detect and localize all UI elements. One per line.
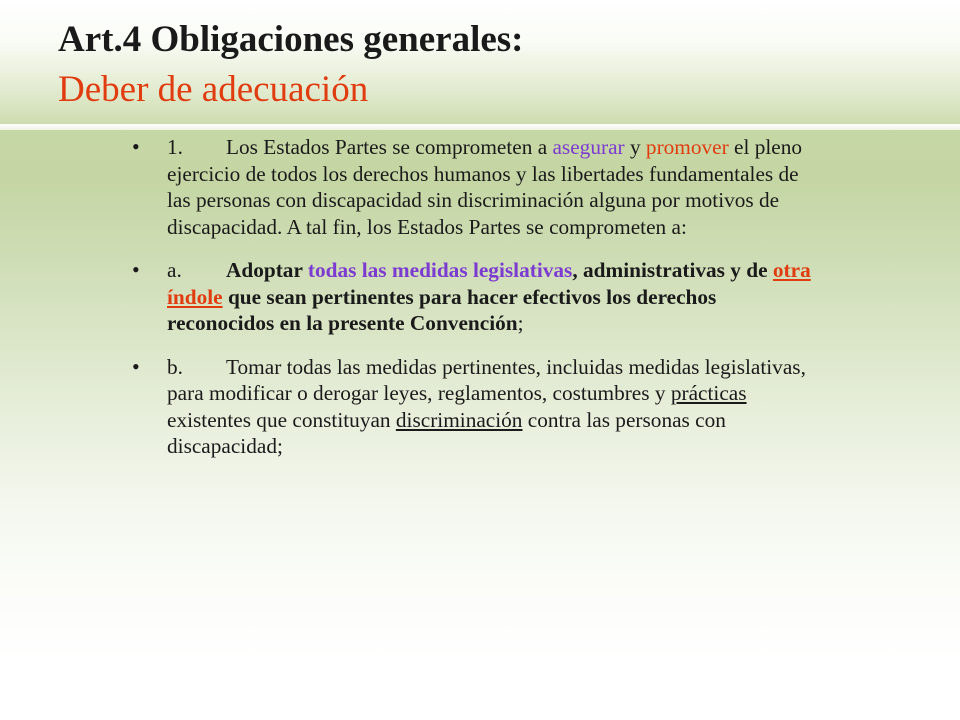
item-text: contra las personas con discapacidad; — [167, 407, 726, 458]
bullet-list — [132, 134, 822, 460]
bullet-icon: • — [132, 134, 140, 159]
slide-title: Art.4 Obligaciones generales: — [58, 19, 524, 60]
bullet-item-b — [132, 354, 822, 460]
highlight-asegurar: asegurar — [552, 135, 625, 159]
bullet-item-1 — [132, 134, 822, 240]
item-text: el pleno ejercicio de todos los derechos humanos y las libertades fundamentales de las personas con discapacidad sin discriminación alguna por motivos de discapacidad. A tal fin, los Estados Partes se comprometen a: — [167, 135, 803, 239]
slide-body — [132, 134, 822, 477]
underline-discriminacion: discriminación — [395, 407, 523, 432]
item-text: Tomar todas las medidas pertinentes, incluidas medidas legislativas, para modificar o derogar leyes, reglamentos, costumbres y — [167, 354, 806, 405]
highlight-promover: promover — [645, 135, 729, 159]
item-text: Adoptar — [226, 258, 308, 282]
slide-subtitle: Deber de adecuación — [58, 69, 369, 110]
item-text: y — [624, 135, 646, 159]
item-text: Los Estados Partes se comprometen a — [226, 135, 553, 159]
bullet-icon: • — [132, 257, 140, 282]
slide-header — [0, 0, 960, 120]
item-number: b. — [167, 354, 183, 379]
underline-practicas: prácticas — [670, 381, 747, 405]
item-number: a. — [167, 258, 182, 282]
bullet-icon: • — [132, 353, 140, 379]
item-number: 1. — [167, 135, 183, 159]
highlight-medidas-legislativas: todas las medidas legislativas — [307, 258, 573, 282]
item-text: existentes que constituyan — [167, 407, 396, 432]
item-text: que sean pertinentes para hacer efectivos los derechos reconocidos en la presente Convención — [167, 284, 717, 335]
highlight-otra-indole: otra índole — [167, 258, 811, 309]
item-text: ; — [517, 311, 524, 335]
bullet-item-a — [132, 257, 822, 337]
item-text: , administrativas y de — [572, 258, 773, 282]
header-divider — [0, 124, 960, 130]
